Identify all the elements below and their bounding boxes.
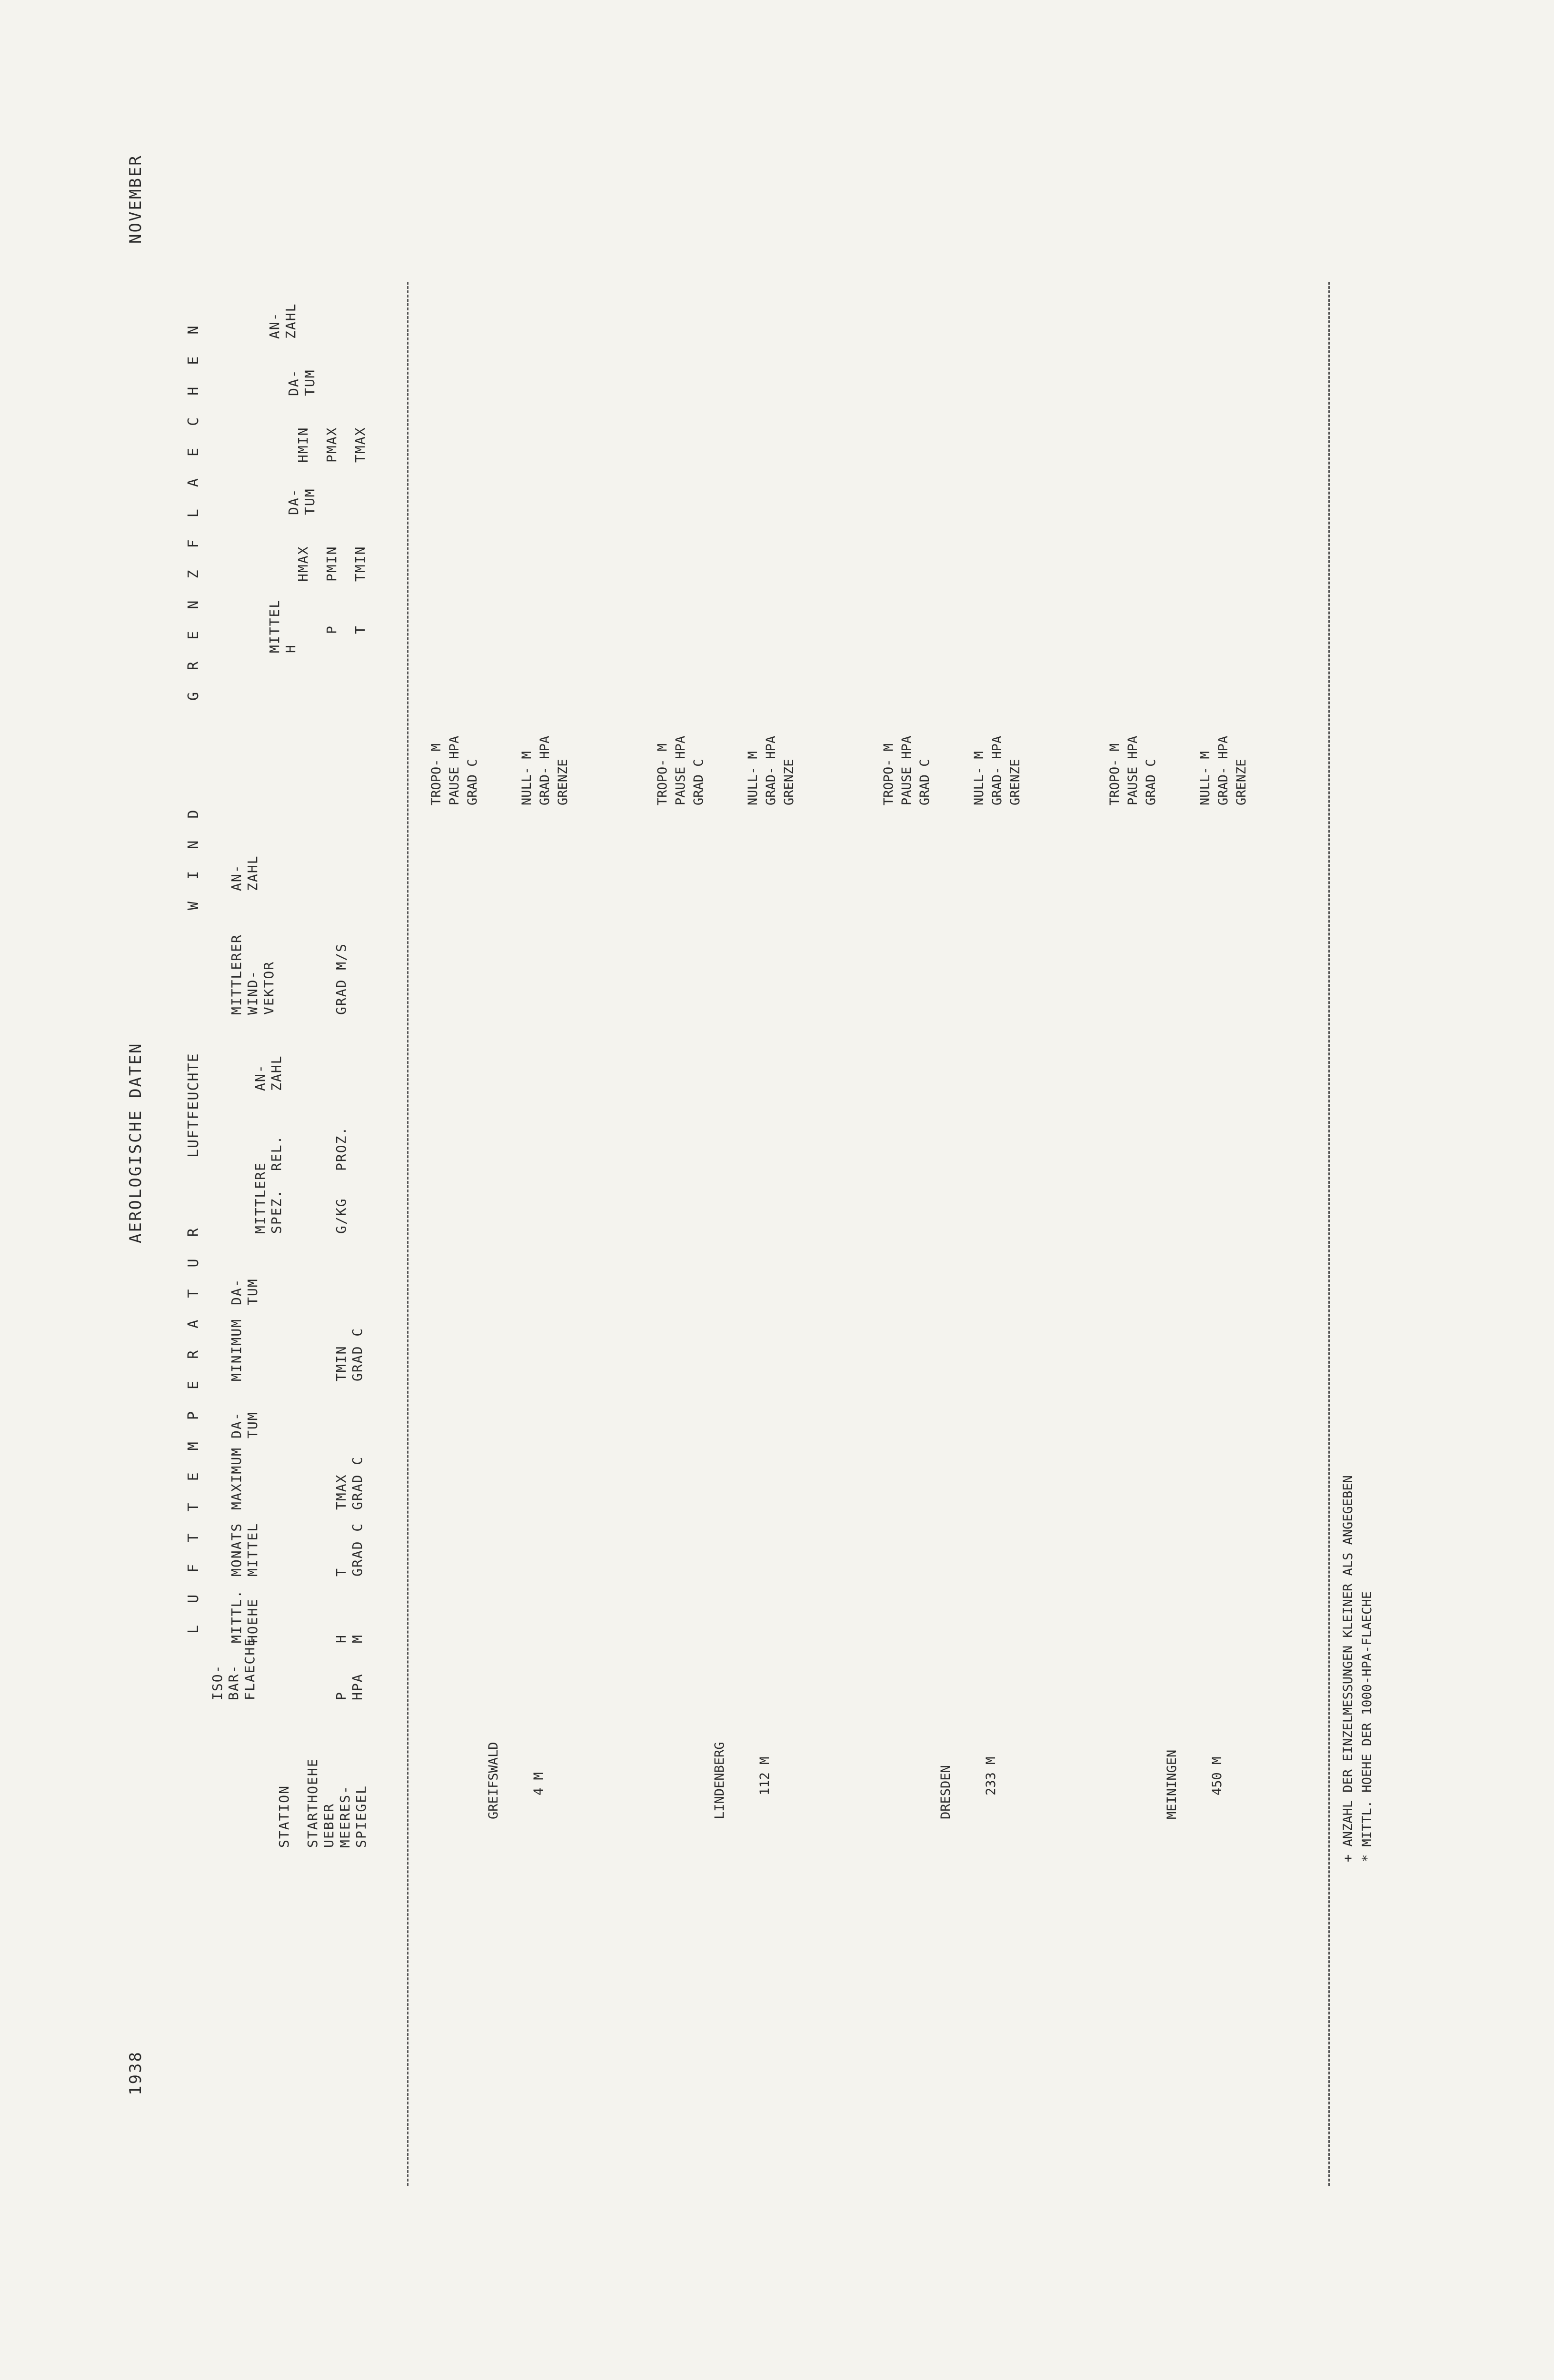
header-tmax: TMAX GRAD C — [333, 1456, 365, 1510]
null-label: GRENZE — [1008, 759, 1023, 805]
station-name: DRESDEN — [938, 1765, 953, 1819]
section-lufttemperatur: L U F T T E M P E R A T U R — [185, 1221, 202, 1634]
header-h-m: H M — [333, 1634, 365, 1643]
header-hmax: HMAX — [295, 545, 311, 582]
null-label: GRENZE — [1234, 759, 1249, 805]
footnote-star: * MITTL. HOEHE DER 1000-HPA-FLAECHE — [1360, 1591, 1375, 1862]
null-label: GRENZE — [556, 759, 570, 805]
tropo-label: TROPO- M — [655, 743, 670, 805]
null-label: GRAD- HPA — [764, 735, 778, 805]
station-altitude: 4 M — [531, 1772, 546, 1795]
header-isobar: ISO- BAR- FLAECHE — [209, 1637, 258, 1700]
station-altitude: 233 M — [984, 1756, 998, 1795]
header-p-row: P — [324, 625, 339, 634]
null-label: GRAD- HPA — [538, 735, 552, 805]
tropo-label: GRAD C — [1144, 759, 1158, 805]
section-wind: W I N D — [185, 803, 202, 910]
header-anzahl-grenz: AN- ZAHL — [267, 303, 299, 339]
tropo-label: TROPO- M — [1107, 743, 1122, 805]
tropo-label: TROPO- M — [429, 743, 444, 805]
header-p-hpa: P HPA — [333, 1673, 365, 1700]
null-label: GRAD- HPA — [990, 735, 1005, 805]
header-pmax: PMAX — [324, 426, 339, 463]
tropo-label: PAUSE HPA — [673, 735, 688, 805]
header-hmin: HMIN — [295, 426, 311, 463]
header-tmin: TMIN GRAD C — [333, 1327, 365, 1381]
header-grad-ms: GRAD M/S — [333, 943, 349, 1015]
header-datum-hmax: DA- TUM — [286, 488, 318, 515]
header-divider — [407, 282, 408, 2186]
station-name: LINDENBERG — [712, 1742, 727, 1819]
tropo-label: PAUSE HPA — [447, 735, 462, 805]
header-gkg-proz: G/KG PROZ. — [333, 1126, 349, 1234]
null-label: NULL- M — [746, 751, 760, 805]
null-label: GRAD- HPA — [1216, 735, 1231, 805]
station-altitude: 450 M — [1210, 1756, 1225, 1795]
header-pmin: PMIN — [324, 545, 339, 582]
header-anzahl-wind: AN- ZAHL — [229, 855, 260, 891]
header-anzahl-feuchte: AN- ZAHL — [252, 1055, 284, 1091]
header-t-gradc: T GRAD C — [333, 1522, 365, 1577]
header-mittel-h: MITTEL H — [267, 599, 299, 653]
tropo-label: GRAD C — [917, 759, 932, 805]
year: 1938 — [126, 2051, 145, 2095]
header-tmax-row: TMAX — [352, 426, 368, 463]
tropo-label: PAUSE HPA — [899, 735, 914, 805]
header-tmin-row: TMIN — [352, 545, 368, 582]
header-t-row: T — [352, 625, 368, 634]
header-mittl-hoehe: MITTL. HOEHE — [229, 1589, 260, 1643]
header-minimum: MINIMUM — [229, 1318, 244, 1381]
header-station: STATION — [276, 1785, 292, 1848]
header-mittlere-feuchte: MITTLERE SPEZ. REL. — [252, 1135, 284, 1234]
footer-divider — [1328, 282, 1330, 2186]
station-altitude: 112 M — [757, 1756, 772, 1795]
header-maximum: MAXIMUM — [229, 1447, 244, 1510]
null-label: NULL- M — [519, 751, 534, 805]
month: NOVEMBER — [126, 154, 145, 244]
station-name: GREIFSWALD — [486, 1742, 501, 1819]
tropo-label: TROPO- M — [881, 743, 896, 805]
tropo-label: GRAD C — [691, 759, 706, 805]
null-label: NULL- M — [972, 751, 986, 805]
header-windvektor: MITTLERER WIND- VEKTOR — [229, 934, 277, 1015]
section-luftfeuchte: LUFTFEUCHTE — [185, 1052, 202, 1158]
header-datum-min: DA- TUM — [229, 1278, 260, 1305]
header-datum-max: DA- TUM — [229, 1411, 260, 1438]
header-monats-mittel: MONATS MITTEL — [229, 1522, 260, 1577]
tropo-label: GRAD C — [465, 759, 480, 805]
header-starthoehe: STARTHOEHE UEBER MEERES- SPIEGEL — [305, 1758, 369, 1848]
tropo-label: PAUSE HPA — [1126, 735, 1140, 805]
page-title: AEROLOGISCHE DATEN — [126, 1042, 145, 1243]
header-datum-hmin: DA- TUM — [286, 369, 318, 396]
station-name: MEININGEN — [1165, 1749, 1179, 1819]
section-grenzflaechen: G R E N Z F L A E C H E N — [185, 319, 202, 701]
null-label: NULL- M — [1198, 751, 1213, 805]
null-label: GRENZE — [782, 759, 797, 805]
footnote-plus: + ANZAHL DER EINZELMESSUNGEN KLEINER ALS ANGEGEBEN — [1341, 1475, 1355, 1862]
